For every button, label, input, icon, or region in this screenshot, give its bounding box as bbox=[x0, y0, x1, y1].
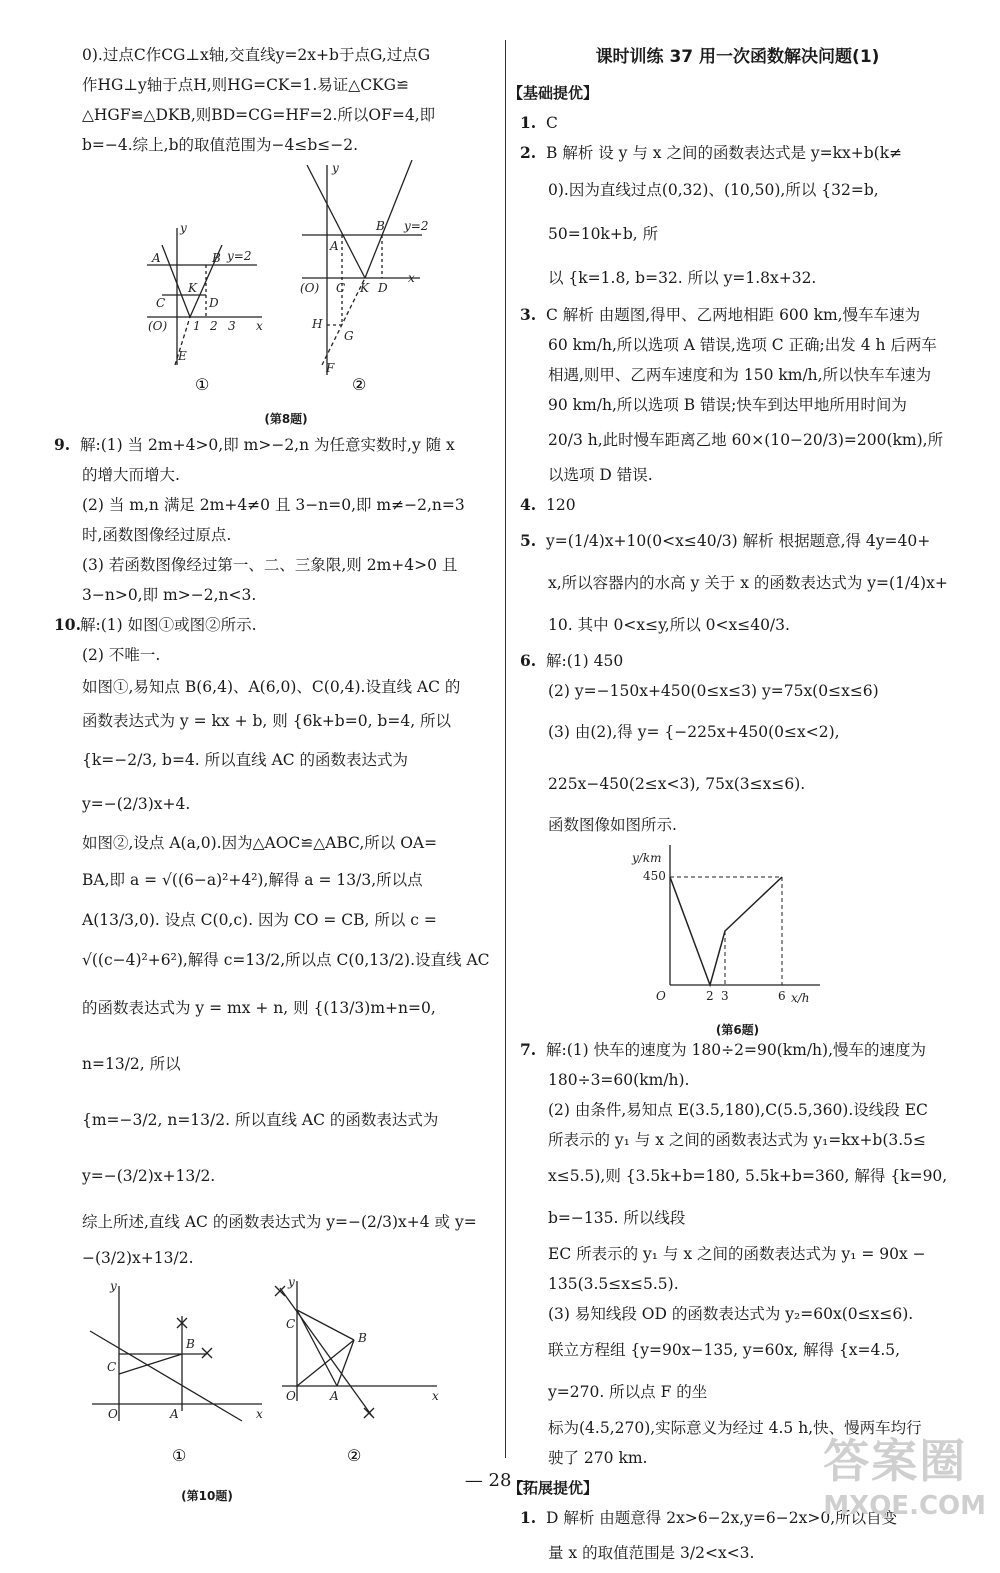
question-9 bbox=[54, 430, 490, 610]
point-label: A bbox=[170, 1407, 179, 1421]
question-number: 4. bbox=[520, 495, 537, 514]
watermark-url: MXQE.COM bbox=[823, 1491, 986, 1521]
question-number: 10. bbox=[54, 615, 81, 634]
tick-label: 3 bbox=[228, 319, 236, 333]
text-line: 解:(1) 450 bbox=[546, 652, 624, 670]
figure-q10-svg bbox=[82, 1276, 490, 1491]
point-label: G bbox=[344, 329, 354, 343]
text-line: 解:(1) 快车的速度为 180÷2=90(km/h),慢车的速度为 bbox=[546, 1041, 926, 1059]
axis-label: x bbox=[256, 319, 263, 333]
text-line: (3) 由(2),得 y= {−225x+450(0≤x<2), 225x−450(2≤x<3), 75x(3≤x≤6). bbox=[548, 723, 840, 793]
question-6 bbox=[520, 646, 955, 840]
text-line: A(13/3,0). 设点 C(0,c). 因为 CO = CB, 所以 c = bbox=[82, 911, 437, 929]
fig6-graph bbox=[670, 877, 782, 985]
question-number: 1. bbox=[520, 113, 537, 132]
section-heading-extension: 【拓展提优】 bbox=[508, 1479, 599, 1497]
fig8-graph-2-labels bbox=[300, 161, 428, 375]
q8-continuation bbox=[82, 40, 490, 160]
text-line: 的增大而增大. bbox=[82, 466, 180, 484]
fig6-axes bbox=[670, 845, 820, 985]
text-line: {k=−2/3, b=4. 所以直线 AC 的函数表达式为 y=−(2/3)x+4. bbox=[82, 751, 409, 813]
tick-label: 2 bbox=[706, 989, 714, 1003]
figure-caption: (第10题) bbox=[181, 1489, 233, 1503]
text-line: C 解析 由题图,得甲、乙两地相距 600 km,慢车车速为 bbox=[546, 306, 921, 324]
axis-label: y bbox=[288, 1276, 295, 1289]
question-number: 9. bbox=[54, 435, 71, 454]
question-number: 7. bbox=[520, 1040, 537, 1059]
text-line: 135(3.5≤x≤5.5). bbox=[548, 1275, 679, 1293]
question-number: 3. bbox=[520, 305, 537, 324]
point-label: K bbox=[188, 281, 197, 295]
point-label: D bbox=[209, 296, 219, 310]
text-line: 如图②,设点 A(a,0).因为△AOC≌△ABC,所以 OA= bbox=[82, 834, 438, 852]
watermark-logo bbox=[823, 1425, 986, 1521]
point-label: C bbox=[286, 1317, 296, 1331]
right-column bbox=[508, 40, 955, 1573]
text-line: 函数图像如图所示. bbox=[548, 816, 677, 834]
text-line: EC 所表示的 y₁ 与 x 之间的函数表达式为 y₁ = 90x − bbox=[548, 1245, 926, 1263]
text-line: y=(1/4)x+10(0<x≤40/3) 解析 根据题意,得 4y=40+ bbox=[546, 532, 931, 550]
text-line: 时,函数图像经过原点. bbox=[82, 526, 232, 544]
figure-q6 bbox=[520, 840, 955, 1035]
watermark-text: 答案圈 bbox=[823, 1434, 968, 1488]
text-line: 10. 其中 0<x≤y,所以 0<x≤40/3. bbox=[548, 616, 790, 634]
origin-label: O bbox=[108, 1407, 118, 1421]
text-line: 如图①,易知点 B(6,4)、A(6,0)、C(0,4).设直线 AC 的 bbox=[82, 678, 461, 696]
text-line: (2) 由条件,易知点 E(3.5,180),C(5.5,360).设线段 EC bbox=[548, 1101, 928, 1119]
text-line: x≤5.5),则 {3.5k+b=180, 5.5k+b=360, 解得 {k=90, b=−135. 所以线段 bbox=[548, 1167, 948, 1227]
tick-label: 6 bbox=[778, 989, 786, 1003]
point-label: K bbox=[360, 281, 369, 295]
axis-label: x/h bbox=[791, 991, 810, 1005]
column-divider bbox=[505, 40, 506, 1458]
line-label: y=2 bbox=[227, 249, 252, 263]
question-7 bbox=[520, 1035, 955, 1473]
origin-label: O bbox=[656, 989, 666, 1003]
text-line: B 解析 设 y 与 x 之间的函数表达式是 y=kx+b(k≠ bbox=[546, 144, 903, 162]
subfigure-label: ① bbox=[195, 375, 210, 394]
subfigure-label: ① bbox=[172, 1446, 187, 1465]
origin-label: O bbox=[286, 1389, 296, 1403]
text-line: 所表示的 y₁ 与 x 之间的函数表达式为 y₁=kx+b(3.5≤ bbox=[548, 1131, 927, 1149]
text-line: 相遇,则甲、乙两车速度和为 150 km/h,所以快车车速为 bbox=[548, 366, 932, 384]
text-line: 函数表达式为 y = kx + b, 则 {6k+b=0, b=4, 所以 bbox=[82, 712, 452, 730]
text-line: (3) 易知线段 OD 的函数表达式为 y₂=60x(0≤x≤6). bbox=[548, 1305, 914, 1323]
point-label: B bbox=[212, 251, 221, 265]
line-label: y=2 bbox=[404, 219, 429, 233]
text-line: 60 km/h,所以选项 A 错误,选项 C 正确;出发 4 h 后两车 bbox=[548, 336, 937, 354]
axis-label: x bbox=[408, 271, 415, 285]
axis-label: y/km bbox=[632, 851, 662, 865]
point-label: C bbox=[336, 281, 346, 295]
text-line: −(3/2)x+13/2. bbox=[82, 1249, 194, 1267]
fig8-graph-2 bbox=[302, 160, 422, 375]
figure-q8 bbox=[82, 160, 490, 430]
text-line: BA,即 a = √((6−a)²+4²),解得 a = 13/3,所以点 bbox=[82, 871, 423, 889]
point-label: C bbox=[107, 1360, 117, 1374]
subfigure-label: ② bbox=[352, 375, 367, 394]
text-line: 20/3 h,此时慢车距离乙地 60×(10−20/3)=200(km),所 bbox=[548, 431, 944, 449]
figure-q6-svg bbox=[520, 840, 955, 1015]
question-5 bbox=[520, 520, 955, 646]
page-number: — 28 — bbox=[464, 1470, 536, 1491]
left-column bbox=[54, 40, 490, 1516]
text-line: 解:(1) 如图①或图②所示. bbox=[80, 616, 257, 634]
point-label: A bbox=[330, 239, 339, 253]
figure-caption: (第6题) bbox=[715, 1023, 760, 1037]
point-label: A bbox=[152, 251, 161, 265]
figure-caption: (第8题) bbox=[264, 412, 308, 426]
point-label: C bbox=[156, 296, 166, 310]
answer-text: 120 bbox=[546, 496, 576, 514]
text-line: (2) 当 m,n 满足 2m+4≠0 且 3−n=0,即 m≠−2,n=3 bbox=[82, 496, 465, 514]
figure-q8-svg bbox=[82, 160, 490, 430]
question-number: 1. bbox=[520, 1508, 537, 1527]
text-line: b=−4.综上,b的取值范围为−4≤b≤−2. bbox=[82, 136, 359, 154]
text-line: √((c−4)²+6²),解得 c=13/2,所以点 C(0,13/2).设直线 AC bbox=[82, 951, 490, 969]
answer-text: C bbox=[546, 114, 558, 132]
text-line: 综上所述,直线 AC 的函数表达式为 y=−(2/3)x+4 或 y= bbox=[82, 1213, 477, 1231]
text-line: (2) y=−150x+450(0≤x≤3) y=75x(0≤x≤6) bbox=[548, 682, 879, 700]
axis-label: y bbox=[332, 161, 339, 175]
point-label: B bbox=[358, 1331, 367, 1345]
axis-label: y bbox=[110, 1279, 117, 1293]
question-number: 5. bbox=[520, 531, 537, 550]
text-line: (3) 若函数图像经过第一、二、三象限,则 2m+4>0 且 bbox=[82, 556, 458, 574]
question-number: 2. bbox=[520, 143, 537, 162]
question-2 bbox=[520, 138, 955, 300]
tick-label: 450 bbox=[643, 869, 666, 883]
fig10-graph-1-labels bbox=[107, 1279, 263, 1421]
text-line: D 解析 由题意得 2x>6−2x,y=6−2x>0,所以自变 bbox=[546, 1509, 898, 1527]
point-label: B bbox=[376, 219, 385, 233]
text-line: 量 x 的取值范围是 3/2<x<3. bbox=[548, 1544, 755, 1562]
origin-label: (O) bbox=[148, 319, 168, 333]
question-1 bbox=[520, 108, 955, 138]
fig10-graph-2 bbox=[275, 1281, 437, 1418]
text-line: 90 km/h,所以选项 B 错误;快车到达甲地所用时间为 bbox=[548, 396, 907, 414]
text-line: 3−n>0,即 m>−2,n<3. bbox=[82, 586, 257, 604]
question-3 bbox=[520, 300, 955, 490]
text-line: {m=−3/2, n=13/2. 所以直线 AC 的函数表达式为 y=−(3/2)x+13/2. bbox=[82, 1111, 439, 1185]
point-label: D bbox=[378, 281, 388, 295]
text-line: 联立方程组 {y=90x−135, y=60x, 解得 {x=4.5, y=270. 所以点 F 的坐 bbox=[548, 1341, 901, 1401]
axis-label: x bbox=[432, 1389, 439, 1403]
origin-label: (O) bbox=[300, 281, 320, 295]
text-line: 以选项 D 错误. bbox=[548, 466, 653, 484]
fig10-graph-1 bbox=[90, 1286, 262, 1421]
fig6-labels bbox=[631, 851, 810, 1005]
text-line: 0).因为直线过点(0,32)、(10,50),所以 {32=b, 50=10k+b, 所 bbox=[548, 181, 879, 243]
text-line: 180÷3=60(km/h). bbox=[548, 1071, 690, 1089]
question-10 bbox=[54, 610, 490, 1276]
tick-label: 2 bbox=[210, 319, 218, 333]
point-label: A bbox=[330, 1389, 339, 1403]
axis-label: x bbox=[256, 1407, 263, 1421]
section-title: 课时训练 37 用一次函数解决问题(1) bbox=[595, 47, 880, 67]
text-line: 解:(1) 当 2m+4>0,即 m>−2,n 为任意实数时,y 随 x bbox=[80, 436, 455, 454]
text-line: (2) 不唯一. bbox=[82, 646, 161, 664]
point-label: B bbox=[186, 1337, 195, 1351]
section-heading-basic: 【基础提优】 bbox=[508, 84, 599, 102]
point-label: F bbox=[326, 361, 335, 375]
point-label: E bbox=[178, 349, 187, 363]
question-number: 6. bbox=[520, 651, 537, 670]
text-line: 标为(4.5,270),实际意义为经过 4.5 h,快、慢两车均行 bbox=[548, 1419, 922, 1437]
question-4 bbox=[520, 490, 955, 520]
text-line: 以 {k=1.8, b=32. 所以 y=1.8x+32. bbox=[548, 269, 817, 287]
tick-label: 3 bbox=[721, 989, 729, 1003]
text-line: x,所以容器内的水高 y 关于 x 的函数表达式为 y=(1/4)x+ bbox=[548, 574, 948, 592]
subfigure-label: ② bbox=[347, 1446, 362, 1465]
text-line: 作HG⊥y轴于点H,则HG=CK=1.易证△CKG≌ bbox=[82, 76, 410, 94]
axis-label: y bbox=[180, 221, 187, 235]
point-label: H bbox=[312, 317, 323, 331]
text-line: 0).过点C作CG⊥x轴,交直线y=2x+b于点G,过点G bbox=[82, 46, 431, 64]
text-line: 的函数表达式为 y = mx + n, 则 {(13/3)m+n=0, n=13/2, 所以 bbox=[82, 999, 436, 1073]
text-line: △HGF≌△DKB,则BD=CG=HF=2.所以OF=4,即 bbox=[82, 106, 436, 124]
tick-label: 1 bbox=[193, 319, 201, 333]
text-line: 驶了 270 km. bbox=[548, 1449, 648, 1467]
fig10-graph-2-labels bbox=[286, 1276, 439, 1403]
